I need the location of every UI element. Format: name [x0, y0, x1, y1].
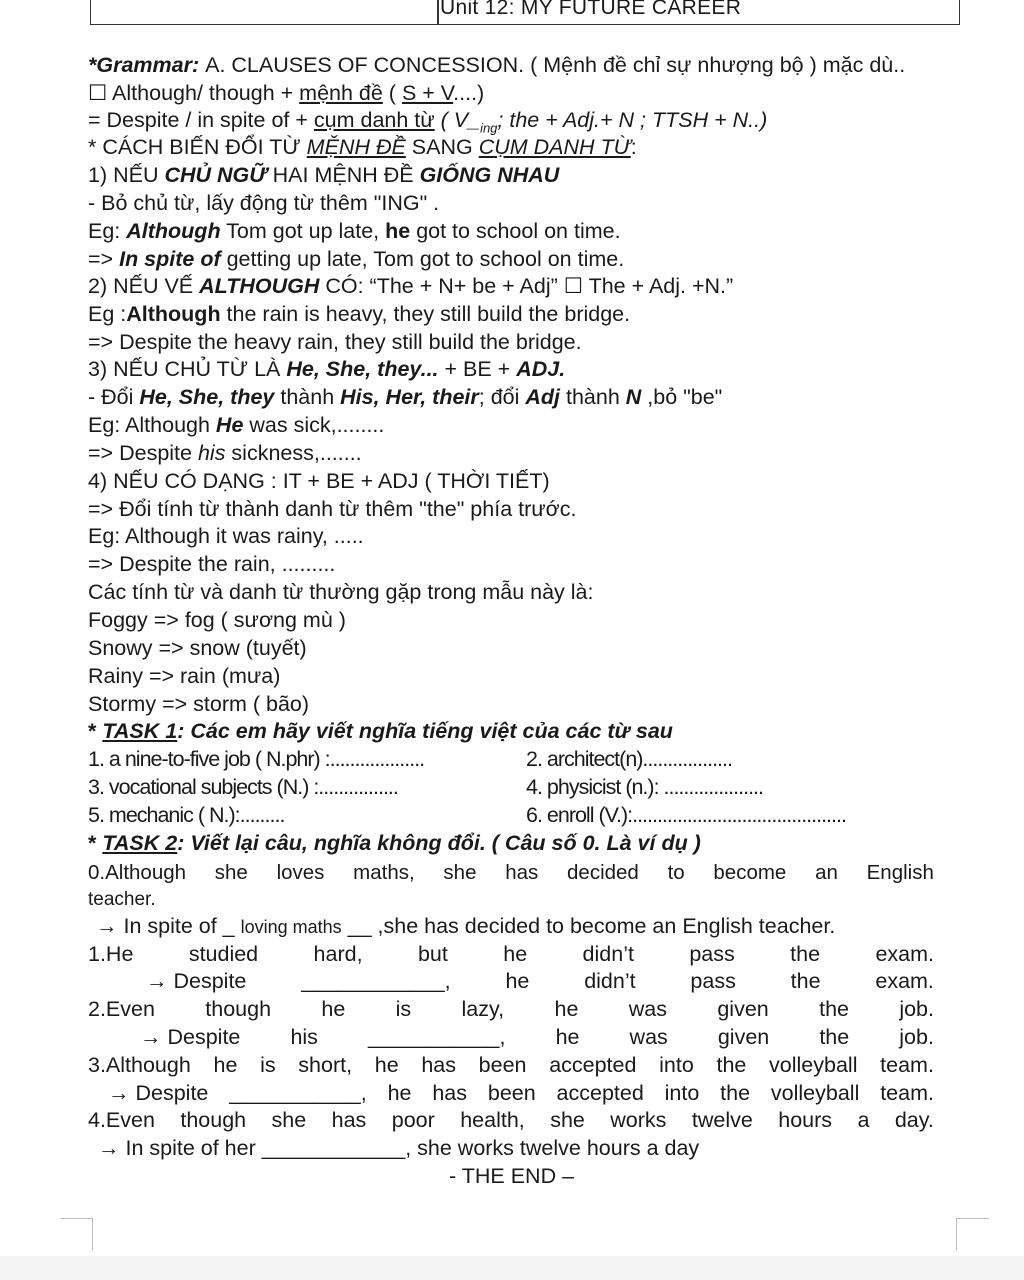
despite-formula: = Despite / in spite of + cụm danh từ ( $V\__{ing}$; the + Adj.+ N ; TTSH + N..): [88, 108, 768, 136]
common-words-heading: Các tính từ và danh từ thường gặp trong mẫu này là:: [88, 580, 594, 604]
task-2-answer-3: → Despite ___________, he has been accepted into the volleyball team.: [108, 1081, 934, 1105]
transform-heading: * CÁCH BIẾN ĐỔI TỪ MỆNH ĐỀ SANG CỤM DANH TỪ:: [88, 135, 637, 159]
rule-1-example: Eg: Although Tom got up late, he got to school on time.: [88, 219, 621, 243]
task-1-question-4: 4. physicist (n.): ....................: [526, 775, 763, 799]
task-2-example-sentence-end: teacher.: [88, 889, 156, 910]
page-title: Unit 12: MY FUTURE CAREER: [440, 0, 742, 19]
rule-1-text: - Bỏ chủ từ, lấy động từ thêm "ING" .: [88, 191, 440, 215]
crop-corner-left: [60, 1218, 93, 1251]
rule-1-answer: => In spite of getting up late, Tom got to school on time.: [88, 247, 625, 271]
word-pair-rainy: Rainy => rain (mưa): [88, 664, 281, 688]
bottom-band: [0, 1256, 1024, 1280]
task-2-question-3: 3.Although he is short, he has been accepted into the volleyball team.: [88, 1053, 934, 1077]
rule-3-text: - Đổi He, She, they thành His, Her, their; đổi Adj thành N ,bỏ "be": [88, 385, 723, 409]
word-pair-snowy: Snowy => snow (tuyết): [88, 636, 307, 660]
task-1-question-3: 3. vocational subjects (N.) :................: [88, 775, 398, 799]
task-2-question-1: 1.He studied hard, but he didn’t pass the exam.: [88, 942, 934, 966]
rule-1-heading: 1) NẾU CHỦ NGỮ HAI MỆNH ĐỀ GIỐNG NHAU: [88, 163, 560, 187]
although-formula: ☐ Although/ though + mệnh đề ( S + V....): [88, 81, 485, 105]
task-2-question-2: 2.Even though he is lazy, he was given the job.: [88, 997, 934, 1021]
task-1-question-6: 6. enroll (V.):...........................................: [526, 803, 846, 827]
grammar-heading: *Grammar: A. CLAUSES OF CONCESSION. ( Mệnh đề chỉ sự nhượng bộ ) mặc dù..: [88, 53, 906, 77]
task-2-answer-2: → Despite his ___________, he was given the job.: [140, 1025, 934, 1049]
rule-4-answer: => Despite the rain, .........: [88, 552, 336, 576]
rule-2-answer: => Despite the heavy rain, they still build the bridge.: [88, 330, 582, 354]
task-1-question-2: 2. architect(n)..................: [526, 747, 732, 771]
rule-4-heading: 4) NẾU CÓ DẠNG : IT + BE + ADJ ( THỜI TIẾT): [88, 469, 550, 493]
word-pair-foggy: Foggy => fog ( sương mù ): [88, 608, 346, 632]
rule-3-example: Eg: Although He was sick,........: [88, 413, 385, 437]
task-2-answer-4: → In spite of her ____________, she works twelve hours a day: [98, 1136, 700, 1160]
rule-3-answer: => Despite his sickness,.......: [88, 441, 362, 465]
task-2-example-sentence: 0.Although she loves maths, she has decided to become an English: [88, 861, 934, 884]
task-2-heading: * TASK 2: Viết lại câu, nghĩa không đổi. ( Câu số 0. Là ví dụ ): [88, 831, 701, 855]
task-2-answer-1: → Despite ____________, he didn’t pass the exam.: [146, 969, 934, 993]
rule-2-example: Eg :Although the rain is heavy, they still build the bridge.: [88, 302, 631, 326]
task-1-heading: * TASK 1: Các em hãy viết nghĩa tiếng việt của các từ sau: [88, 719, 673, 743]
task-2-example-answer: → In spite of _ loving maths __ ,she has decided to become an English teacher.: [96, 914, 836, 938]
rule-4-text: => Đổi tính từ thành danh từ thêm "the" phía trước.: [88, 497, 577, 521]
rule-4-example: Eg: Although it was rainy, .....: [88, 524, 364, 548]
task-1-question-1: 1. a nine-to-five job ( N.phr) :...................: [88, 747, 425, 771]
task-1-question-5: 5. mechanic ( N.):.........: [88, 803, 285, 827]
title-divider: [437, 0, 439, 24]
word-pair-stormy: Stormy => storm ( bão): [88, 692, 310, 716]
rule-3-heading: 3) NẾU CHỦ TỪ LÀ He, She, they... + BE + ADJ.: [88, 357, 566, 381]
crop-corner-right: [956, 1218, 989, 1251]
task-2-question-4: 4.Even though she has poor health, she works twelve hours a day.: [88, 1108, 934, 1132]
rule-2-heading: 2) NẾU VẾ ALTHOUGH CÓ: “The + N+ be + Adj” ☐ The + Adj. +N.”: [88, 274, 734, 298]
the-end: - THE END –: [449, 1164, 575, 1188]
